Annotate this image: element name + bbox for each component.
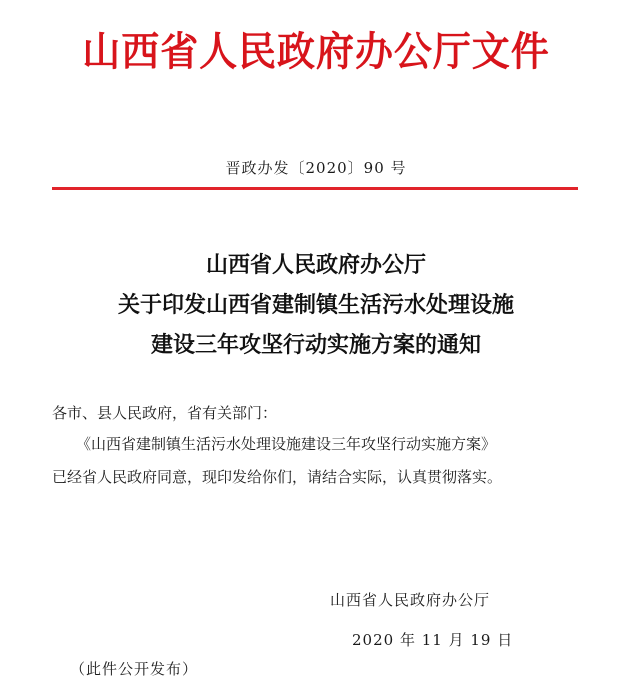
publication-note: （此件公开发布） — [70, 660, 199, 678]
document-header-title: 山西省人民政府办公厅文件 — [82, 29, 550, 75]
header-divider — [52, 187, 578, 190]
notice-title-line-2: 关于印发山西省建制镇生活污水处理设施 — [117, 293, 514, 318]
issuer-signature: 山西省人民政府办公厅 — [330, 591, 491, 609]
notice-title-line-1: 山西省人民政府办公厅 — [205, 253, 426, 278]
body-paragraph-line-1: 《山西省建制镇生活污水处理设施建设三年攻坚行动实施方案》 — [76, 435, 497, 453]
body-paragraph-line-2: 已经省人民政府同意，现印发给你们，请结合实际，认真贯彻落实。 — [52, 468, 503, 486]
document-number: 晋政办发〔2020〕90 号 — [225, 159, 407, 177]
issue-date: 2020 年 11 月 19 日 — [352, 631, 514, 649]
addressee: 各市、县人民政府，省有关部门： — [52, 404, 278, 422]
notice-title-line-3: 建设三年攻坚行动实施方案的通知 — [150, 333, 481, 358]
notice-title — [0, 246, 632, 366]
